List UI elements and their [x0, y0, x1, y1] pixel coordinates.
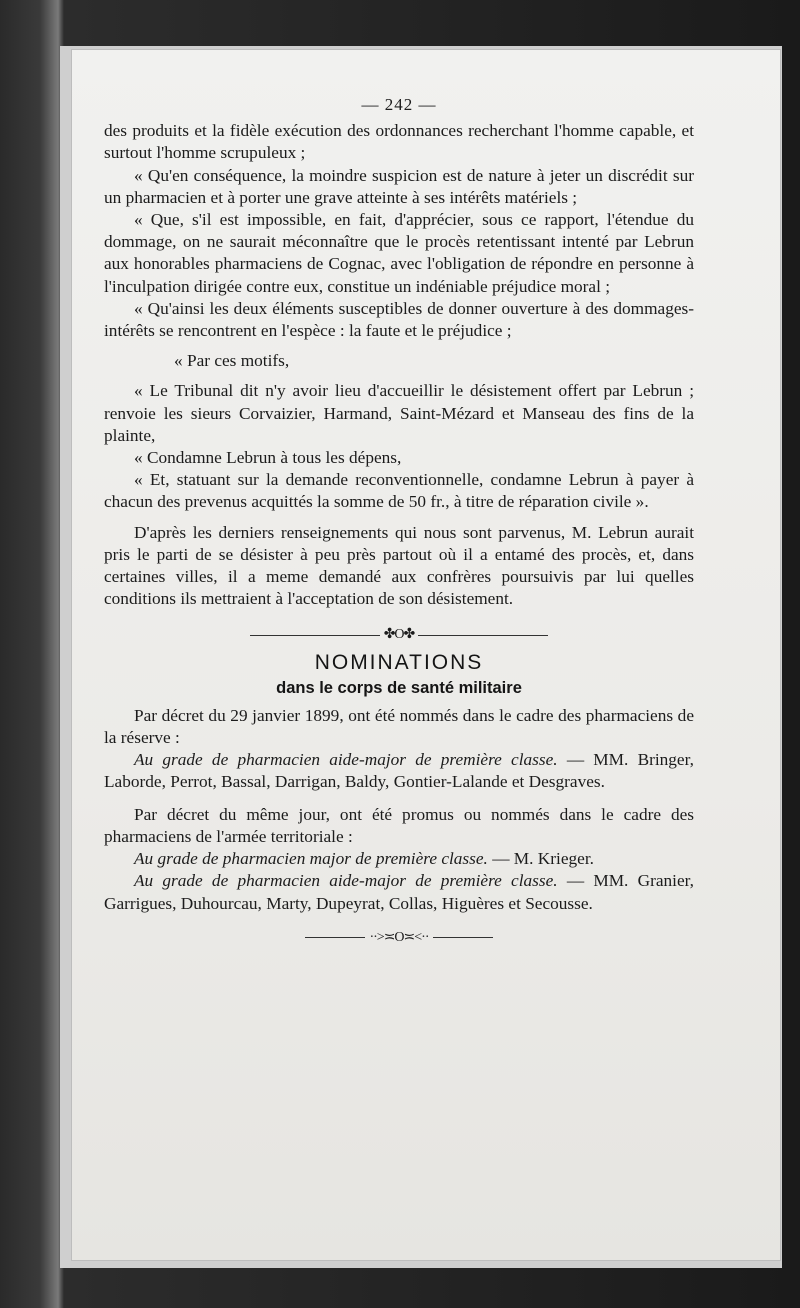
paragraph-6: « Le Tribunal dit n'y avoir lieu d'accueillir le désistement offert par Lebrun ; renvoie les sieurs Corvaizier, Harmand, Saint-Mézard et Manseau des fins de la plainte,: [104, 381, 694, 445]
paragraph-4: « Qu'ainsi les deux éléments susceptibles de donner ouverture à des dommages-intérêts se rencontrent en l'espèce : la faute et le préjudice ;: [104, 298, 694, 341]
nominations-section: [104, 652, 694, 914]
divider-line: [250, 635, 380, 636]
paragraph-1: des produits et la fidèle exécution des ordonnances recherchant l'homme capable, et surtout l'homme scrupuleux ;: [104, 121, 694, 163]
grade-label-3: Au grade de pharmacien aide-major de première classe.: [134, 871, 558, 891]
appointment-3: [104, 870, 694, 914]
fleuron-icon: ✤O✤: [383, 627, 415, 643]
grade-label-2: Au grade de pharmacien major de première classe.: [134, 849, 488, 869]
section-subtitle: dans le corps de santé militaire: [276, 678, 522, 697]
names-list-3: — MM. Granier, Garrigues, Duhourcau, Marty, Dupeyrat, Collas, Higuères et Secousse.: [104, 871, 694, 913]
names-list-2: — M. Krieger.: [487, 849, 594, 869]
page-content: [104, 94, 694, 953]
page-number: — 242 —: [361, 95, 437, 114]
decree-1: Par décret du 29 janvier 1899, ont été nommés dans le cadre des pharmaciens de la réserve :: [104, 705, 694, 748]
paragraph-8: « Et, statuant sur la demande reconventionnelle, condamne Lebrun à payer à chacun des prevenus acquittés la somme de 50 fr., à titre de réparation civile ».: [104, 470, 694, 512]
divider-line: [305, 937, 365, 938]
ornament-divider-2: [104, 927, 694, 949]
appointment-2: [104, 848, 694, 870]
fleuron-icon: ··>≍O≍<··: [369, 929, 429, 945]
divider-line: [418, 635, 548, 636]
paragraph-9: D'après les derniers renseignements qui nous sont parvenus, M. Lebrun aurait pris le parti de se désister à peu près partout où il a entamé des procès, et, dans certaines villes, il a meme demandé aux confrères poursuivis par lui quelles conditions ils mettraient à l'acceptation de son désistement.: [104, 522, 694, 609]
names-list-1: — MM. Bringer, Laborde, Perrot, Bassal, Darrigan, Baldy, Gontier-Lalande et Desgraves.: [104, 750, 694, 792]
grade-label-1: Au grade de pharmacien aide-major de première classe.: [134, 750, 558, 770]
paragraph-7: « Condamne Lebrun à tous les dépens,: [134, 448, 402, 468]
spacer: [104, 794, 694, 804]
appointment-1: [104, 749, 694, 793]
paragraph-2: « Qu'en conséquence, la moindre suspicion est de nature à jeter un discrédit sur un pharmacien et à porter une grave atteinte à ses intérêts matériels ;: [104, 165, 694, 207]
paragraph-5: « Par ces motifs,: [174, 351, 290, 371]
ornament-divider-1: [104, 624, 694, 646]
paragraph-3: « Que, s'il est impossible, en fait, d'apprécier, sous ce rapport, l'étendue du dommage, on ne saurait méconnaître que le procès retentissant intenté par Lebrun aux honorables pharmaciens de Cognac, avec l'obligation de répondre en personne à l'inculpation dirigée contre eux, constitue un indéniable préjudice moral ;: [104, 210, 694, 296]
divider-line: [433, 937, 493, 938]
section-title: NOMINATIONS: [314, 651, 484, 675]
decree-2: Par décret du même jour, ont été promus ou nommés dans le cadre des pharmaciens de l'armée territoriale :: [104, 804, 694, 846]
